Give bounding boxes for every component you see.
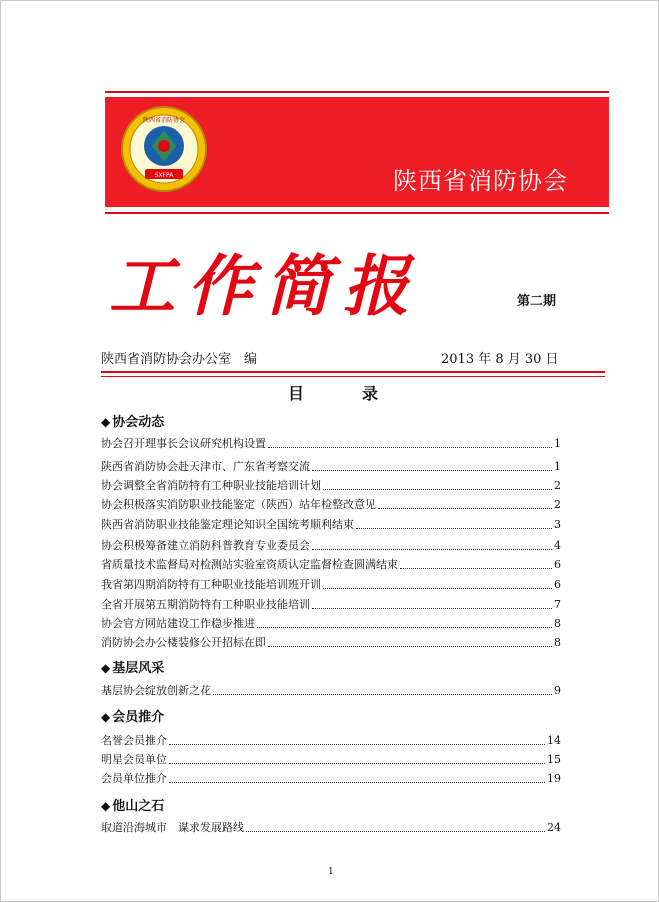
leader-dots (213, 693, 552, 695)
emblem-logo-icon (119, 104, 209, 194)
toc-entry-page: 1 (554, 460, 561, 473)
toc-entry-title: 取道沿海城市 谋求发展路线 (101, 821, 244, 834)
toc-entry-page: 14 (547, 734, 561, 747)
toc-entry-title: 协会积极筹备建立消防科普教育专业委员会 (101, 539, 310, 552)
toc-entry[interactable] (101, 556, 561, 572)
toc-entry-title: 明星会员单位 (101, 753, 167, 766)
leader-dots (169, 762, 545, 764)
leader-dots (323, 587, 552, 589)
toc-entry-page: 15 (547, 753, 561, 766)
diamond-bullet-icon: ◆ (101, 799, 111, 813)
toc-entry-title: 协会调整全省消防特有工种职业技能培训计划 (101, 479, 321, 492)
toc-entry-title: 全省开展第五期消防特有工种职业技能培训 (101, 598, 310, 611)
leader-dots (323, 488, 552, 490)
toc-entry-title: 陕西省消防协会赴天津市、广东省考察交流 (101, 460, 310, 473)
leader-dots (312, 469, 552, 471)
issue-number: 第二期 (517, 294, 557, 309)
emblem-text: 陕西省消防协会 (142, 117, 186, 124)
editor-line: 陕西省消防协会办公室 编 (101, 352, 258, 367)
toc-entry-page: 1 (554, 437, 561, 450)
toc-entry[interactable] (101, 682, 561, 698)
toc-section-heading (101, 657, 164, 676)
toc-entry-page: 6 (554, 558, 561, 571)
toc-entry-title: 名誉会员推介 (101, 734, 167, 747)
toc-entry[interactable] (101, 576, 561, 592)
toc-entry-page: 3 (554, 518, 561, 531)
toc-entry-page: 24 (547, 821, 561, 834)
toc-entry-title: 协会召开理事长会议研究机构设置 (101, 437, 266, 450)
toc-entry[interactable] (101, 770, 561, 786)
toc-entry[interactable] (101, 732, 561, 748)
toc-heading: 目录 (288, 384, 437, 403)
leader-dots (169, 781, 545, 783)
toc-entry[interactable] (101, 751, 561, 767)
banner-bottom-rule (105, 212, 609, 214)
leader-dots (400, 567, 552, 569)
toc-entry[interactable] (101, 615, 561, 631)
leader-dots (356, 527, 552, 529)
leader-dots (312, 548, 552, 550)
toc-entry-title: 省质量技术监督局对检测站实验室资质认定监督检查圆满结束 (101, 558, 398, 571)
leader-dots (312, 607, 552, 609)
banner-top-rule (105, 91, 609, 93)
section-title: 协会动态 (112, 415, 165, 430)
toc-section-heading (101, 795, 164, 814)
toc-section-heading (101, 411, 164, 430)
toc-entry-page: 9 (554, 684, 561, 697)
toc-entry[interactable] (101, 435, 561, 451)
publish-date: 2013 年 8 月 30 日 (441, 352, 559, 367)
toc-entry-page: 8 (554, 636, 561, 649)
divider-thin (101, 376, 605, 377)
toc-entry[interactable] (101, 477, 561, 493)
section-title: 基层风采 (112, 661, 165, 676)
leader-dots (246, 830, 545, 832)
toc-entry-title: 我省第四期消防特有工种职业技能培训班开训 (101, 578, 321, 591)
leader-dots (257, 626, 552, 628)
toc-entry-page: 7 (554, 598, 561, 611)
toc-entry[interactable] (101, 819, 561, 835)
emblem-abbr: SXFPA (154, 172, 174, 179)
toc-entry-page: 8 (554, 617, 561, 630)
leader-dots (268, 645, 552, 647)
organization-name: 陕西省消防协会 (393, 167, 568, 195)
toc-entry-page: 2 (554, 498, 561, 511)
toc-entry[interactable] (101, 537, 561, 553)
toc-entry[interactable] (101, 516, 561, 532)
toc-entry[interactable] (101, 634, 561, 650)
toc-entry-page: 2 (554, 479, 561, 492)
toc-entry-page: 6 (554, 578, 561, 591)
toc-section-heading (101, 706, 164, 725)
toc-entry[interactable] (101, 596, 561, 612)
toc-entry-page: 19 (547, 772, 561, 785)
toc-entry-title: 协会积极落实消防职业技能鉴定（陕西）站年检整改意见 (101, 498, 376, 511)
toc-entry-title: 基层协会绽放创新之花 (101, 684, 211, 697)
leader-dots (169, 743, 545, 745)
toc-entry-page: 4 (554, 539, 561, 552)
leader-dots (268, 446, 552, 448)
toc-entry-title: 消防协会办公楼装修公开招标在即 (101, 636, 266, 649)
diamond-bullet-icon: ◆ (101, 661, 111, 675)
toc-entry-title: 会员单位推介 (101, 772, 167, 785)
divider-thick (101, 371, 605, 373)
toc-entry[interactable] (101, 496, 561, 512)
toc-entry-title: 陕西省消防职业技能鉴定理论知识全国统考顺利结束 (101, 518, 354, 531)
leader-dots (378, 507, 552, 509)
brief-title: 工作简报 (109, 247, 421, 325)
section-title: 他山之石 (112, 799, 165, 814)
section-title: 会员推介 (112, 710, 165, 725)
page-number: 1 (328, 867, 334, 877)
toc-entry[interactable] (101, 458, 561, 474)
diamond-bullet-icon: ◆ (101, 415, 111, 429)
toc-entry-title: 协会官方网站建设工作稳步推进 (101, 617, 255, 630)
diamond-bullet-icon: ◆ (101, 710, 111, 724)
